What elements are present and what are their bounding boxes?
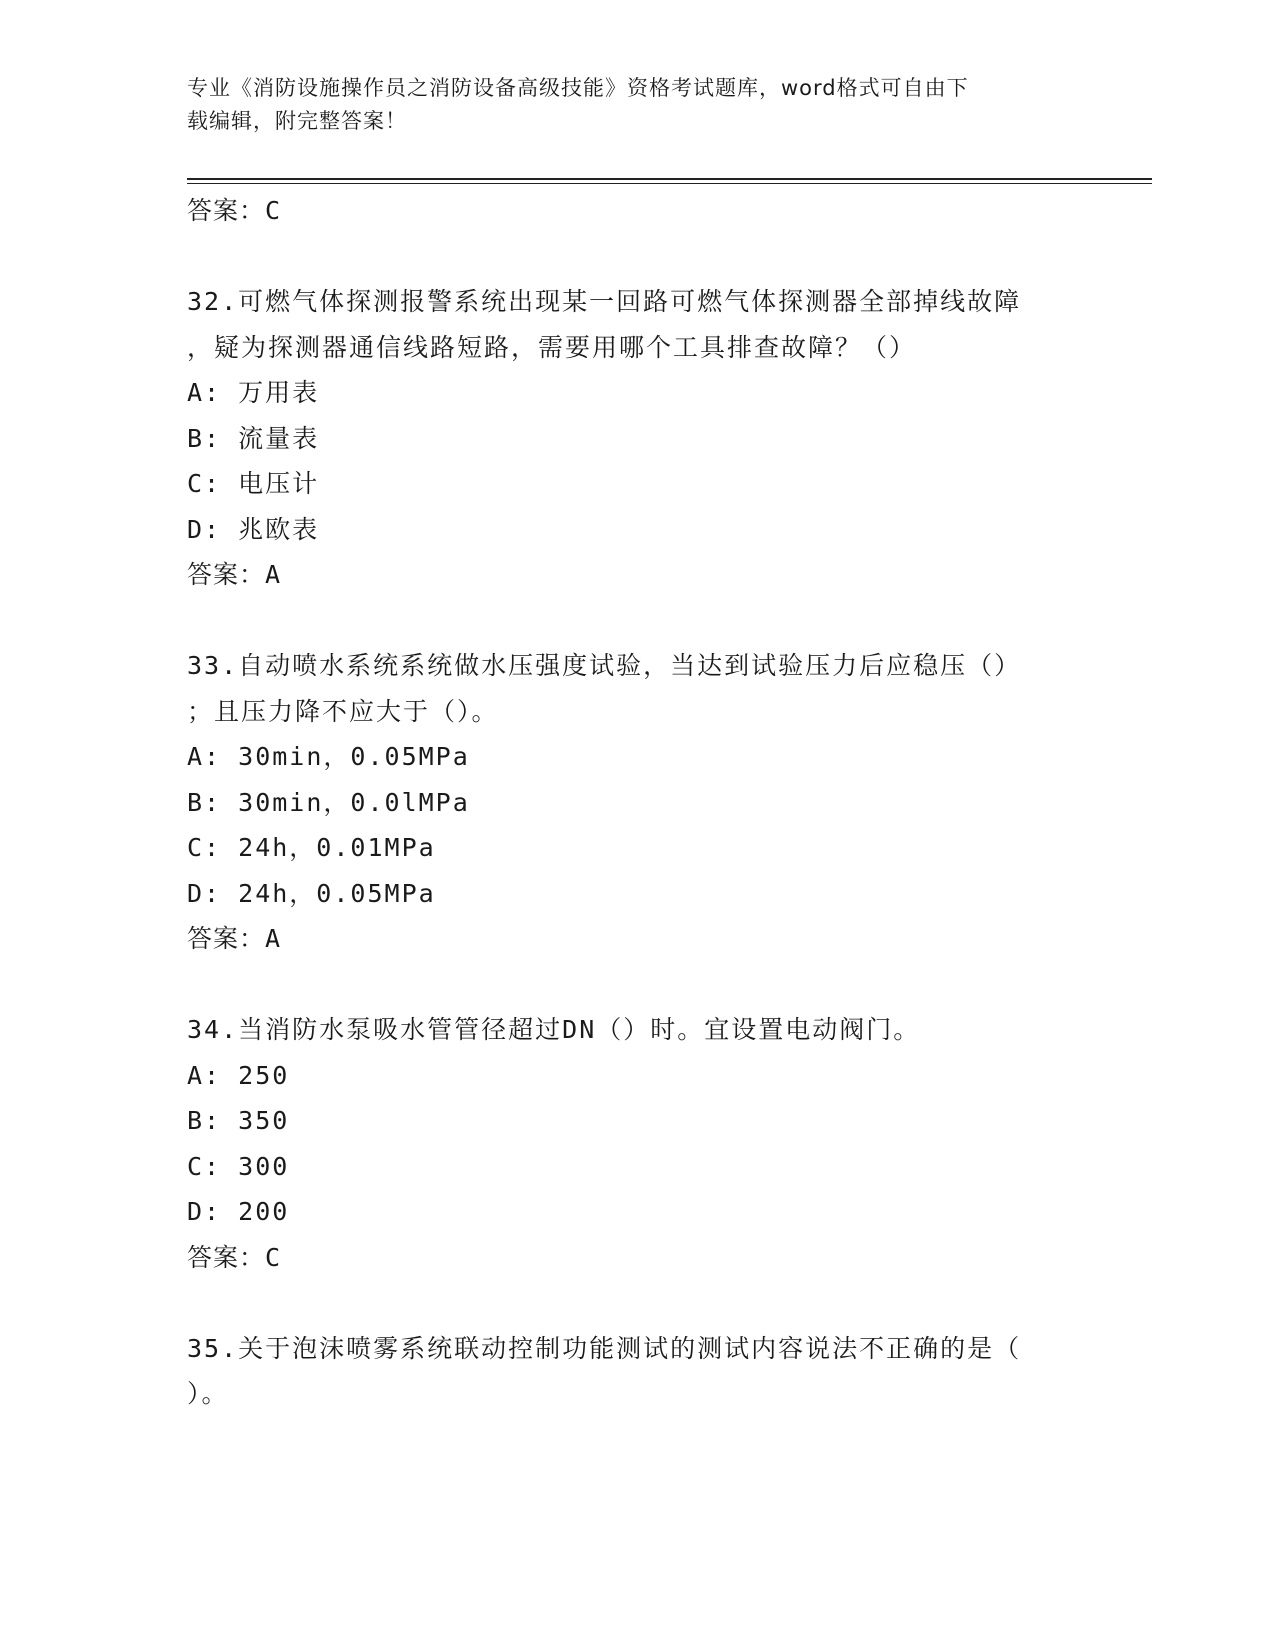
spacer — [187, 598, 1087, 644]
answer-label: 答案： — [187, 196, 266, 225]
option-d: D: 24h，0.05MPa — [187, 878, 436, 908]
question-35 — [187, 1326, 1087, 1417]
spacer — [187, 1280, 1087, 1326]
option-b: B: 30min，0.0lMPa — [187, 787, 470, 817]
answer-value: A — [265, 560, 282, 589]
option-d: D: 兆欧表 — [187, 514, 320, 544]
question-answer — [187, 916, 1087, 962]
question-answer — [187, 1235, 1087, 1281]
question-34 — [187, 1007, 1087, 1280]
question-stem-line: 33.自动喷水系统系统做水压强度试验，当达到试验压力后应稳压（） — [187, 651, 1022, 680]
question-stem-line: 32.可燃气体探测报警系统出现某一回路可燃气体探测器全部掉线故障 — [187, 287, 1022, 316]
option-c: C: 300 — [187, 1151, 290, 1181]
question-stem-line: 34.当消防水泵吸水管管径超过DN（）时。宜设置电动阀门。 — [187, 1015, 921, 1044]
option-a: A: 250 — [187, 1060, 290, 1090]
header-line-1: 专业《消防设施操作员之消防设备高级技能》资格考试题库，word格式可自由下 — [187, 76, 969, 100]
answer-label: 答案： — [187, 1242, 266, 1272]
spacer — [187, 234, 1087, 280]
option-b: B: 350 — [187, 1106, 290, 1135]
option-c: C: 24h，0.01MPa — [187, 833, 436, 862]
header-line-2: 载编辑，附完整答案！ — [187, 109, 407, 133]
header-rule-thick — [187, 178, 1152, 180]
document-header — [187, 72, 1067, 138]
option-c: C: 电压计 — [187, 469, 320, 498]
question-stem-line: ；且压力降不应大于（）。 — [187, 696, 499, 726]
question-33 — [187, 643, 1087, 962]
header-rule-thin — [187, 183, 1152, 184]
document-body — [187, 188, 1087, 1417]
spacer — [187, 962, 1087, 1008]
answer-value: C — [265, 196, 282, 225]
answer-label: 答案： — [187, 924, 266, 953]
option-a: A: 万用表 — [187, 378, 320, 407]
previous-answer — [187, 188, 1087, 234]
option-b: B: 流量表 — [187, 423, 320, 453]
answer-value: A — [265, 924, 282, 953]
option-d: D: 200 — [187, 1197, 290, 1226]
question-stem-line: ，疑为探测器通信线路短路，需要用哪个工具排查故障？（） — [187, 332, 917, 362]
answer-value: C — [265, 1242, 282, 1272]
option-a: A: 30min，0.05MPa — [187, 742, 470, 771]
answer-label: 答案： — [187, 560, 266, 589]
question-stem-line: 35.关于泡沫喷雾系统联动控制功能测试的测试内容说法不正确的是（ — [187, 1333, 1022, 1363]
question-stem-line: ）。 — [187, 1379, 229, 1408]
question-answer — [187, 552, 1087, 598]
question-32 — [187, 279, 1087, 598]
